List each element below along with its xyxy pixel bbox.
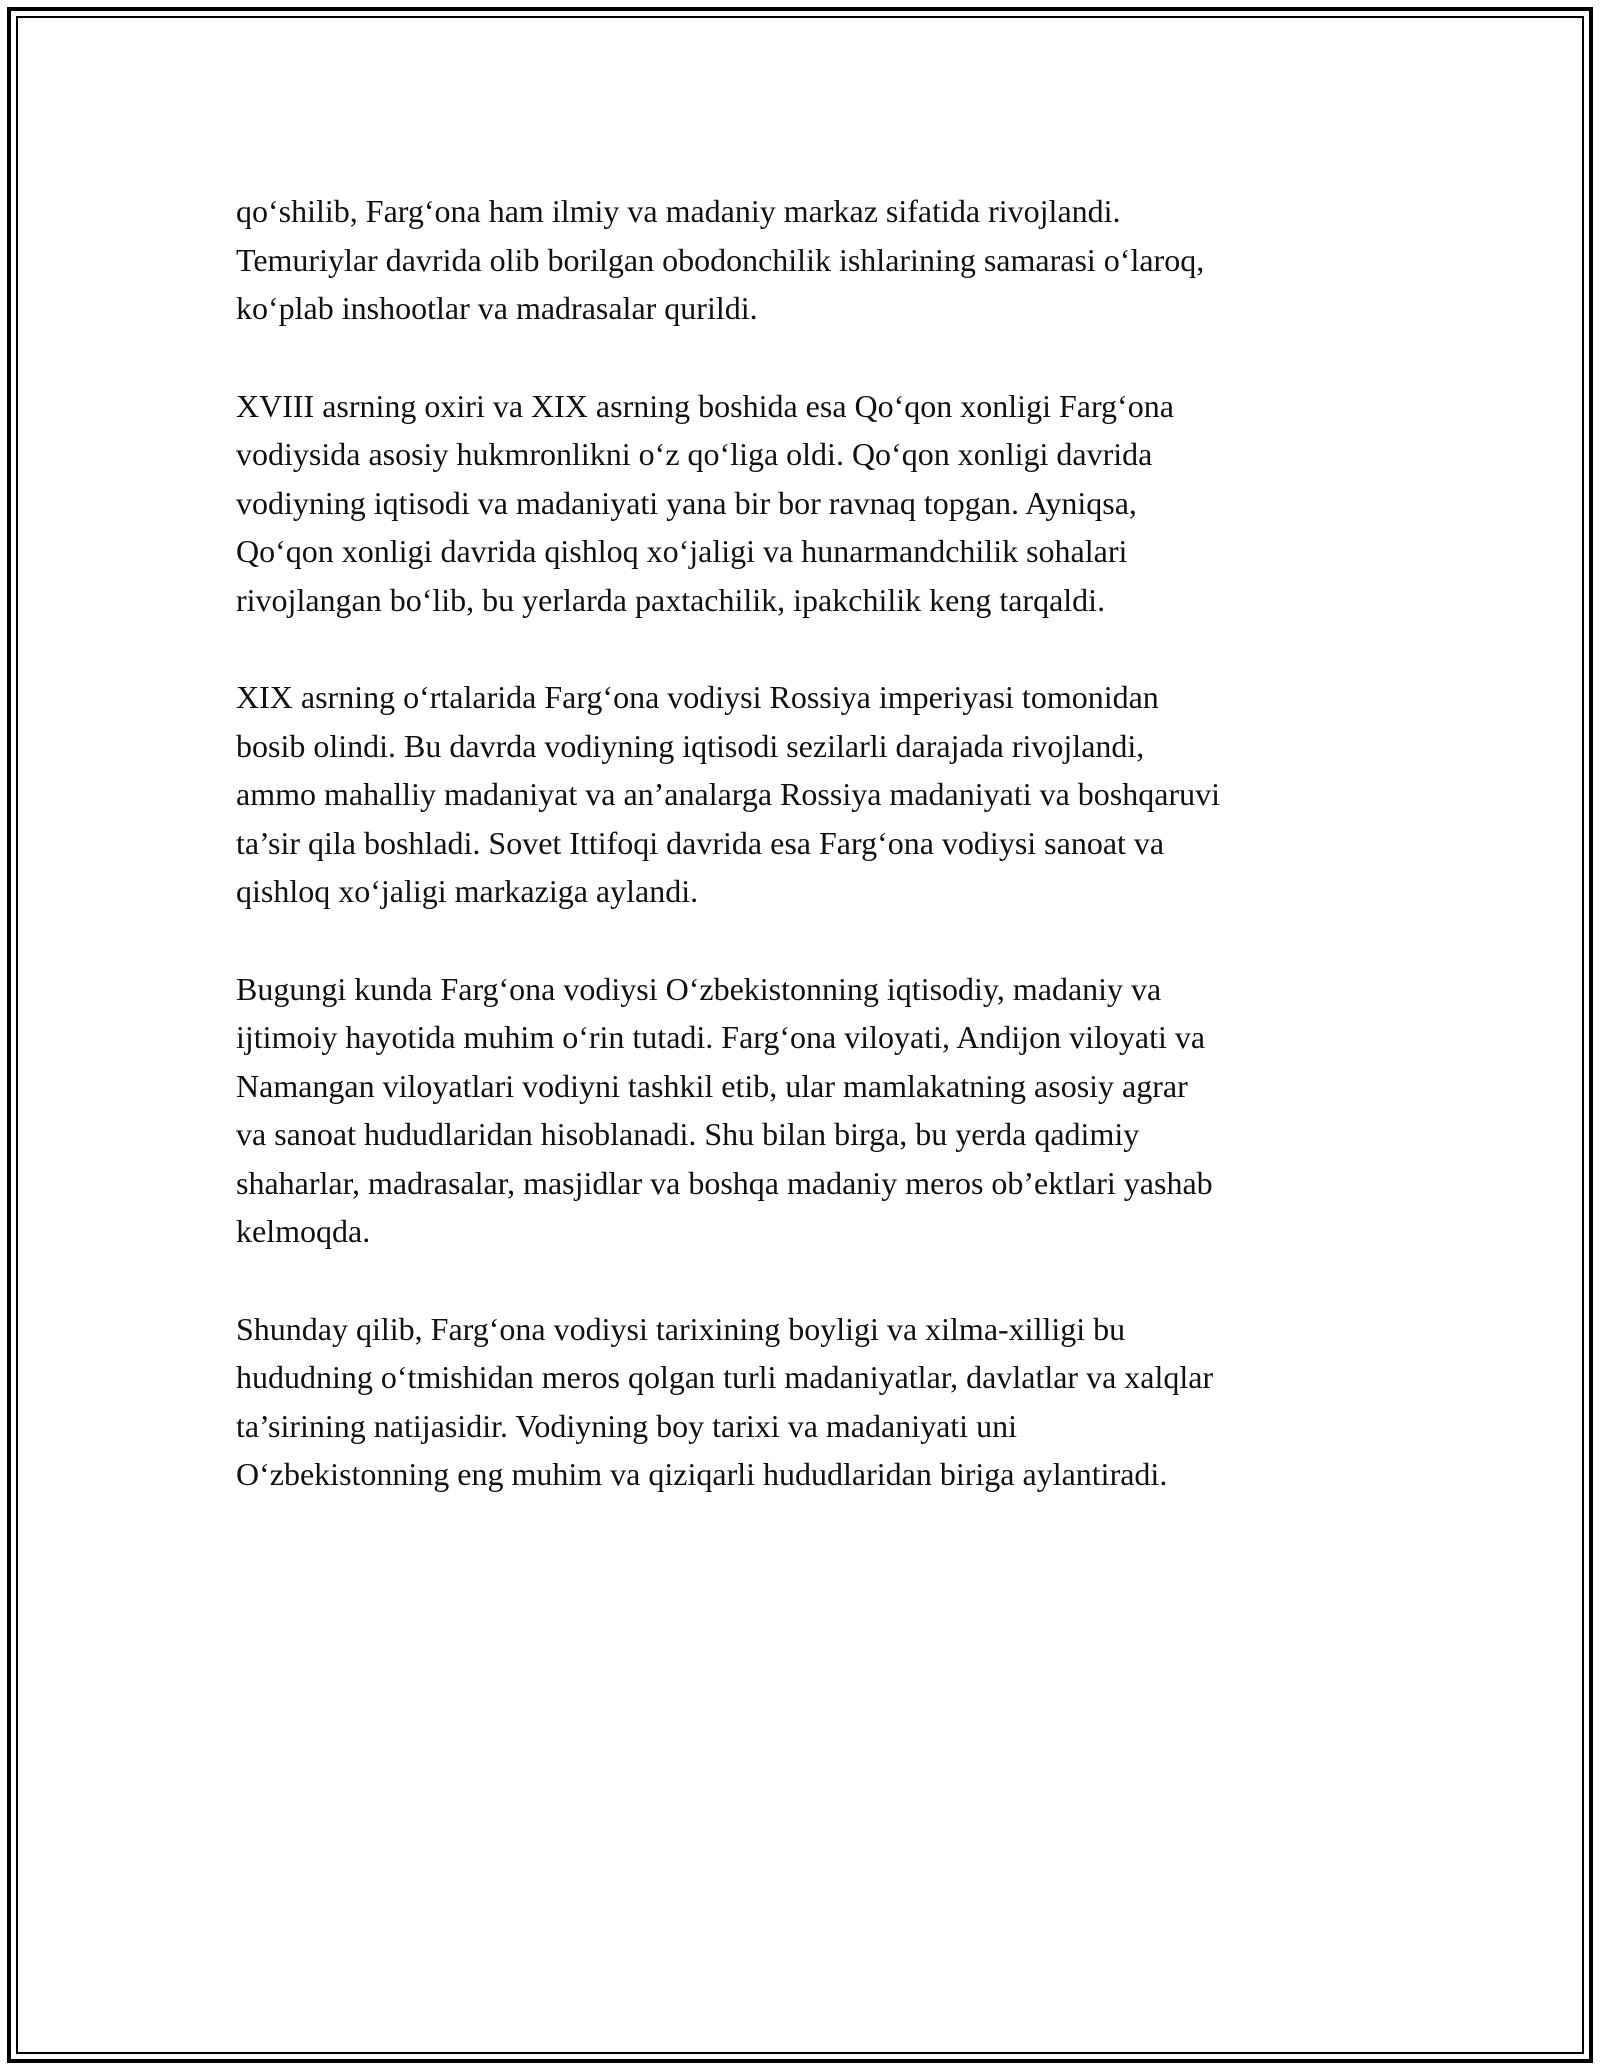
paragraph: Bugungi kunda Farg‘ona vodiysi O‘zbekistonning iqtisodiy, madaniy va ijtimoiy hayotida muhim o‘rin tutadi. Farg‘ona viloyati, Andijon viloyati va Namangan viloyatlari vodiyni tashkil etib, ular mamlakatning asosiy agrar va sanoat hududlaridan hisoblanadi. Shu bilan birga, bu yerda qadimiy shaharlar, madrasalar, masjidlar va boshqa madaniy meros ob’ektlari yashab kelmoqda. (236, 970, 1213, 1249)
document-body (236, 187, 1376, 1548)
paragraph: XVIII asrning oxiri va XIX asrning boshida esa Qo‘qon xonligi Farg‘ona vodiysida asosiy hukmronlikni o‘z qo‘liga oldi. Qo‘qon xonligi davrida vodiyning iqtisodi va madaniyati yana bir bor ravnaq topgan. Ayniqsa, Qo‘qon xonligi davrida qishloq xo‘jaligi va hunarmandchilik sohalari rivojlangan bo‘lib, bu yerlarda paxtachilik, ipakchilik keng tarqaldi. (236, 387, 1174, 618)
paragraph: Shunday qilib, Farg‘ona vodiysi tarixining boyligi va xilma-xilligi bu hududning o‘tmishidan meros qolgan turli madaniyatlar, davlatlar va xalqlar ta’sirining natijasidir. Vodiyning boy tarixi va madaniyati uni O‘zbekistonning eng muhim va qiziqarli hududlaridan biriga aylantiradi. (236, 1310, 1214, 1492)
paragraph: qo‘shilib, Farg‘ona ham ilmiy va madaniy markaz sifatida rivojlandi. Temuriylar davrida olib borilgan obodonchilik ishlarining samarasi o‘laroq, ko‘plab inshootlar va madrasalar qurildi. (236, 193, 1205, 326)
paragraph: XIX asrning o‘rtalarida Farg‘ona vodiysi Rossiya imperiyasi tomonidan bosib olindi. Bu davrda vodiyning iqtisodi sezilarli darajada rivojlandi, ammo mahalliy madaniyat va an’analarga Rossiya madaniyati va boshqaruvi ta’sir qila boshladi. Sovet Ittifoqi davrida esa Farg‘ona vodiysi sanoat va qishloq xo‘jaligi markaziga aylandi. (236, 679, 1220, 909)
